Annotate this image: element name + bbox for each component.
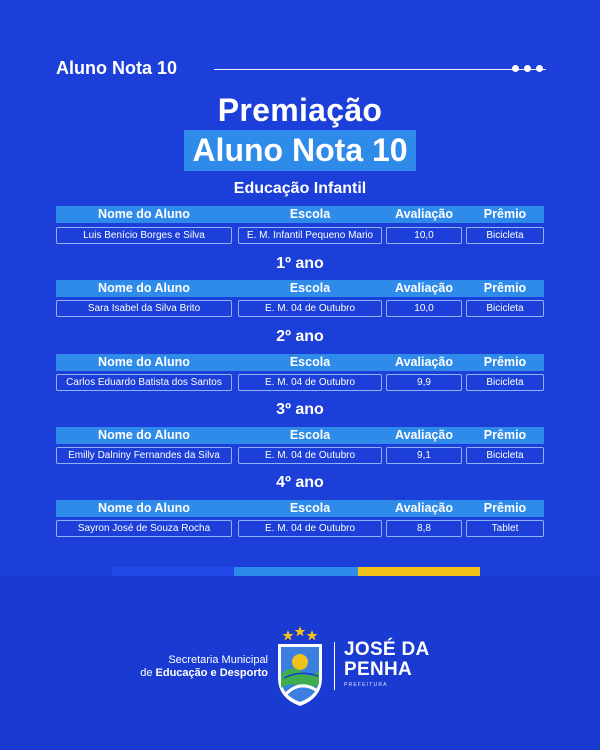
header-school: Escola [289, 281, 331, 295]
student-name: Carlos Eduardo Batista dos Santos [56, 374, 232, 391]
table-header [56, 500, 544, 517]
header-name: Nome do Aluno [98, 281, 190, 295]
school-name: E. M. Infantil Pequeno Mario [238, 227, 382, 244]
page-subtitle-wrap [0, 130, 600, 171]
prize-value: Bicicleta [466, 447, 544, 464]
header-prize: Prêmio [483, 355, 527, 369]
header-brand: Aluno Nota 10 [56, 58, 178, 78]
section-title: 3º ano [276, 401, 324, 418]
section-title: 2º ano [276, 328, 324, 345]
header-school: Escola [289, 355, 331, 369]
secretaria-line2: de Educação e Desporto [140, 667, 268, 679]
school-name: E. M. 04 de Outubro [238, 520, 382, 537]
header-prize: Prêmio [483, 281, 527, 295]
header-grade: Avaliação [395, 428, 453, 442]
prize-value: Bicicleta [466, 374, 544, 391]
table-row [56, 227, 544, 244]
header-school: Escola [289, 501, 331, 515]
municipal-crest-icon [272, 624, 328, 708]
section-title: 1º ano [276, 255, 324, 272]
divider-segment-light-blue [234, 567, 358, 576]
header-name: Nome do Aluno [98, 207, 190, 221]
grade-value: 8,8 [386, 520, 462, 537]
header-divider-line [214, 69, 546, 70]
student-name: Emilly Dalniny Fernandes da Silva [56, 447, 232, 464]
city-line2: PENHA [344, 659, 413, 680]
page-subtitle: Aluno Nota 10 [184, 130, 415, 171]
student-name: Luis Benício Borges e Silva [56, 227, 232, 244]
prize-value: Tablet [466, 520, 544, 537]
grade-value: 10,0 [386, 227, 462, 244]
header-grade: Avaliação [395, 281, 453, 295]
city-logo-text [344, 640, 430, 680]
header-school: Escola [289, 428, 331, 442]
table-header [56, 427, 544, 444]
table-row [56, 300, 544, 317]
header-name: Nome do Aluno [98, 428, 190, 442]
header-grade: Avaliação [395, 207, 453, 221]
section-title: 4º ano [276, 474, 324, 491]
table-row [56, 374, 544, 391]
header-prize: Prêmio [483, 501, 527, 515]
grade-value: 10,0 [386, 300, 462, 317]
school-name: E. M. 04 de Outubro [238, 447, 382, 464]
student-name: Sayron José de Souza Rocha [56, 520, 232, 537]
table-header [56, 280, 544, 297]
grade-value: 9,1 [386, 447, 462, 464]
header-prize: Prêmio [483, 428, 527, 442]
header-grade: Avaliação [395, 355, 453, 369]
table-row [56, 447, 544, 464]
prize-value: Bicicleta [466, 300, 544, 317]
footer [0, 576, 600, 750]
divider-segment-yellow [358, 567, 480, 576]
divider-segment-dark-blue [112, 567, 234, 576]
footer-separator [334, 642, 335, 690]
page-title: Premiação [217, 92, 383, 128]
header-grade: Avaliação [395, 501, 453, 515]
secretaria-line1: Secretaria Municipal [168, 654, 268, 666]
section-title: Educação Infantil [233, 180, 367, 197]
top-bar [56, 58, 546, 80]
header-prize: Prêmio [483, 207, 527, 221]
school-name: E. M. 04 de Outubro [238, 374, 382, 391]
city-line1: JOSÉ DA [344, 639, 430, 660]
student-name: Sara Isabel da Silva Brito [56, 300, 232, 317]
prize-value: Bicicleta [466, 227, 544, 244]
school-name: E. M. 04 de Outubro [238, 300, 382, 317]
header-name: Nome do Aluno [98, 501, 190, 515]
table-header [56, 206, 544, 223]
table-header [56, 354, 544, 371]
more-dots-icon [512, 65, 546, 73]
grade-value: 9,9 [386, 374, 462, 391]
header-name: Nome do Aluno [98, 355, 190, 369]
color-divider-bar [112, 567, 480, 576]
secretaria-label [130, 654, 268, 680]
header-school: Escola [289, 207, 331, 221]
prefeitura-label: PREFEITURA [344, 682, 388, 688]
table-row [56, 520, 544, 537]
